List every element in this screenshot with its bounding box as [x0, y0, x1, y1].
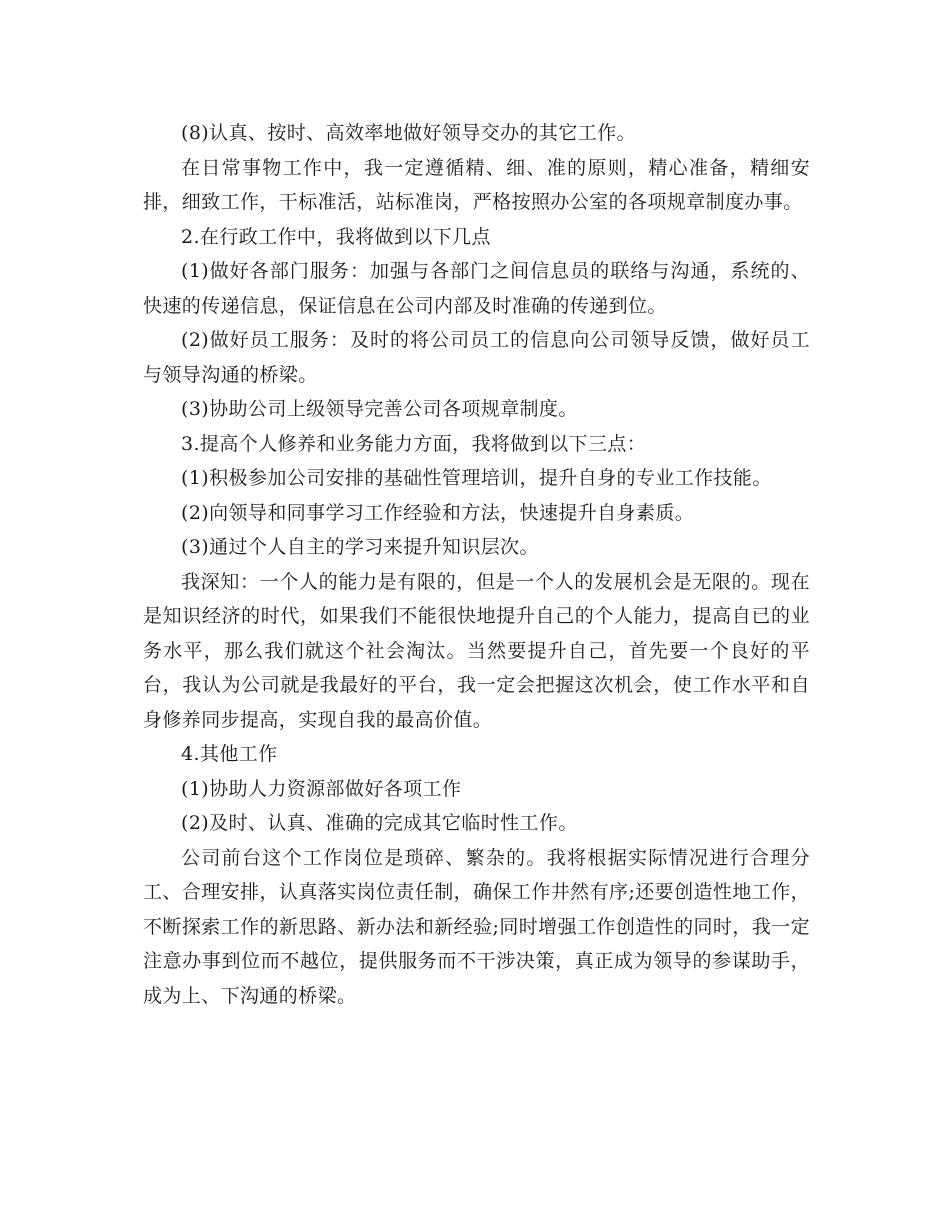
paragraph: (1)积极参加公司安排的基础性管理培训，提升自身的专业工作技能。: [181, 467, 772, 489]
paragraph: 在日常事物工作中，我一定遵循精、细、准的原则，精心准备，精细安排，细致工作，干标准活，站标准岗，严格按照办公室的各项规章制度办事。: [143, 156, 810, 213]
section-heading: 2.在行政工作中，我将做到以下几点: [181, 225, 491, 248]
paragraph: (2)及时、认真、准确的完成其它临时性工作。: [181, 812, 578, 834]
section-heading: 4.其他工作: [181, 743, 278, 765]
paragraph: (8)认真、按时、高效率地做好领导交办的其它工作。: [181, 122, 636, 144]
document-body: [143, 116, 810, 1013]
paragraph: (2)做好员工服务：及时的将公司员工的信息向公司领导反馈，做好员工与领导沟通的桥梁。: [143, 329, 810, 386]
section-heading: 3.提高个人修养和业务能力方面，我将做到以下三点：: [181, 432, 647, 455]
paragraph: (1)协助人力资源部做好各项工作: [181, 777, 462, 800]
paragraph: (3)协助公司上级领导完善公司各项规章制度。: [181, 398, 578, 420]
paragraph: (2)向领导和同事学习工作经验和方法，快速提升自身素质。: [181, 501, 695, 524]
paragraph: 公司前台这个工作岗位是琐碎、繁杂的。我将根据实际情况进行合理分工、合理安排，认真落实岗位责任制，确保工作井然有序;还要创造性地工作，不断探索工作的新思路、新办法和新经验;同时增强工作创造性的同时，我一定注意办事到位而不越位，提供服务而不干涉决策，真正成为领导的参谋助手，成为上、下沟通的桥梁。: [143, 846, 810, 1007]
paragraph: 我深知：一个人的能力是有限的，但是一个人的发展机会是无限的。现在是知识经济的时代，如果我们不能很快地提升自己的个人能力，提高自已的业务水平，那么我们就这个社会淘汰。当然要提升自己，首先要一个良好的平台，我认为公司就是我最好的平台，我一定会把握这次机会，使工作水平和自身修养同步提高，实现自我的最高价值。: [143, 570, 810, 731]
paragraph: (3)通过个人自主的学习来提升知识层次。: [181, 536, 539, 558]
paragraph: (1)做好各部门服务：加强与各部门之间信息员的联络与沟通，系统的、快速的传递信息，保证信息在公司内部及时准确的传递到位。: [143, 260, 810, 317]
